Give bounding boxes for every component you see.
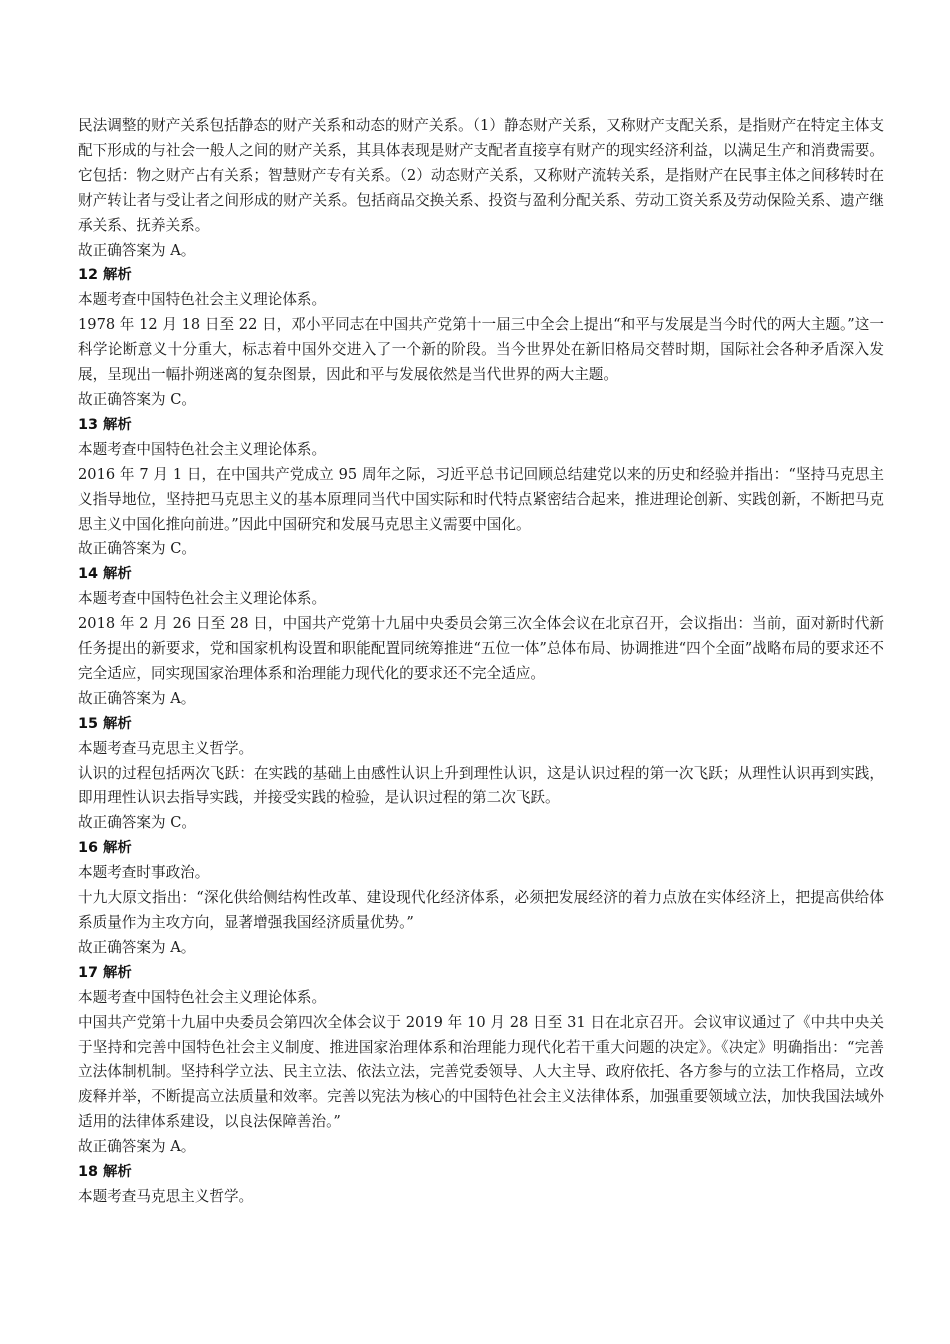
section-topic: 本题考查中国特色社会主义理论体系。 (78, 440, 327, 458)
section-answer: 故正确答案为 A。 (78, 689, 196, 707)
section-17 (78, 961, 884, 1160)
section-topic: 本题考查马克思主义哲学。 (78, 1187, 254, 1205)
section-body: 1978 年 12 月 18 日至 22 日，邓小平同志在中国共产党第十一届三中全会上提出“和平与发展是当今时代的两大主题。”这一科学论断意义十分重大，标志着中国外交进入了一个新的阶段。当今世界处在新旧格局交替时期，国际社会各种矛盾深入发展，呈现出一幅扑朔迷离的复杂图景，因此和平与发展依然是当代世界的两大主题。 (78, 316, 884, 384)
section-body: 2018 年 2 月 26 日至 28 日，中国共产党第十九届中央委员会第三次全体会议在北京召开，会议指出：当前，面对新时代新任务提出的新要求，党和国家机构设置和职能配置同统筹推进“五位一体”总体布局、协调推进“四个全面”战略布局的要求还不完全适应，同实现国家治理体系和治理能力现代化的要求还不完全适应。 (78, 615, 884, 682)
section-heading: 15 解析 (78, 715, 132, 732)
section-topic: 本题考查中国特色社会主义理论体系。 (78, 291, 327, 309)
section-topic: 本题考查中国特色社会主义理论体系。 (78, 590, 327, 608)
section-heading: 13 解析 (78, 416, 132, 433)
section-heading: 12 解析 (78, 267, 132, 284)
intro-answer: 故正确答案为 A。 (78, 241, 196, 259)
section-15 (78, 712, 884, 837)
section-heading: 18 解析 (78, 1164, 132, 1181)
section-body: 中国共产党第十九届中央委员会第四次全体会议于 2019 年 10 月 28 日至 31 日在北京召开。会议审议通过了《中共中央关于坚持和完善中国特色社会主义制度、推进国家治理体系和治理能力现代化若干重大问题的决定》。《决定》明确指出：“完善立法体制机制。坚持科学立法、民主立法、依法立法，完善党委领导、人大主导、政府依托、各方参与的立法工作格局，立改废释并举，不断提高立法质量和效率。完善以宪法为核心的中国特色社会主义法律体系，加强重要领域立法，加快我国法域外适用的法律体系建设，以良法保障善治。” (78, 1013, 884, 1131)
section-answer: 故正确答案为 C。 (78, 814, 196, 832)
section-answer: 故正确答案为 C。 (78, 390, 196, 408)
section-answer: 故正确答案为 A。 (78, 938, 196, 956)
section-answer: 故正确答案为 A。 (78, 1138, 196, 1156)
section-body: 认识的过程包括两次飞跃：在实践的基础上由感性认识上升到理性认识，这是认识过程的第一次飞跃；从理性认识再到实践，即用理性认识去指导实践，并接受实践的检验，是认识过程的第二次飞跃。 (78, 764, 884, 807)
section-heading: 16 解析 (78, 840, 132, 857)
section-13 (78, 413, 884, 562)
section-answer: 故正确答案为 C。 (78, 540, 196, 558)
section-topic: 本题考查马克思主义哲学。 (78, 739, 254, 757)
section-body: 2016 年 7 月 1 日，在中国共产党成立 95 周年之际，习近平总书记回顾总结建党以来的历史和经验并指出：“坚持马克思主义指导地位，坚持把马克思主义的基本原理同当代中国实际和时代特点紧密结合起来，推进理论创新、实践创新，不断把马克思主义中国化推向前进。”因此中国研究和发展马克思主义需要中国化。 (78, 465, 884, 533)
section-18 (78, 1160, 884, 1210)
section-16 (78, 836, 884, 961)
section-heading: 17 解析 (78, 964, 132, 981)
section-topic: 本题考查中国特色社会主义理论体系。 (78, 988, 327, 1006)
section-topic: 本题考查时事政治。 (78, 864, 210, 882)
intro-paragraph: 民法调整的财产关系包括静态的财产关系和动态的财产关系。（1）静态财产关系，又称财产支配关系，是指财产在特定主体支配下形成的与社会一般人之间的财产关系，其具体表现是财产支配者直接享有财产的现实经济利益，以满足生产和消费需要。它包括：物之财产占有关系；智慧财产专有关系。（2）动态财产关系，又称财产流转关系，是指财产在民事主体之间移转时在财产转让者与受让者之间形成的财产关系。包括商品交换关系、投资与盈利分配关系、劳动工资关系及劳动保险关系、遗产继承关系、抚养关系。 (78, 117, 884, 234)
section-heading: 14 解析 (78, 566, 132, 583)
section-14 (78, 562, 884, 711)
section-body: 十九大原文指出：“深化供给侧结构性改革、建设现代化经济体系，必须把发展经济的着力点放在实体经济上，把提高供给体系质量作为主攻方向，显著增强我国经济质量优势。” (78, 889, 884, 931)
section-12 (78, 263, 884, 412)
document-page (78, 114, 884, 1210)
